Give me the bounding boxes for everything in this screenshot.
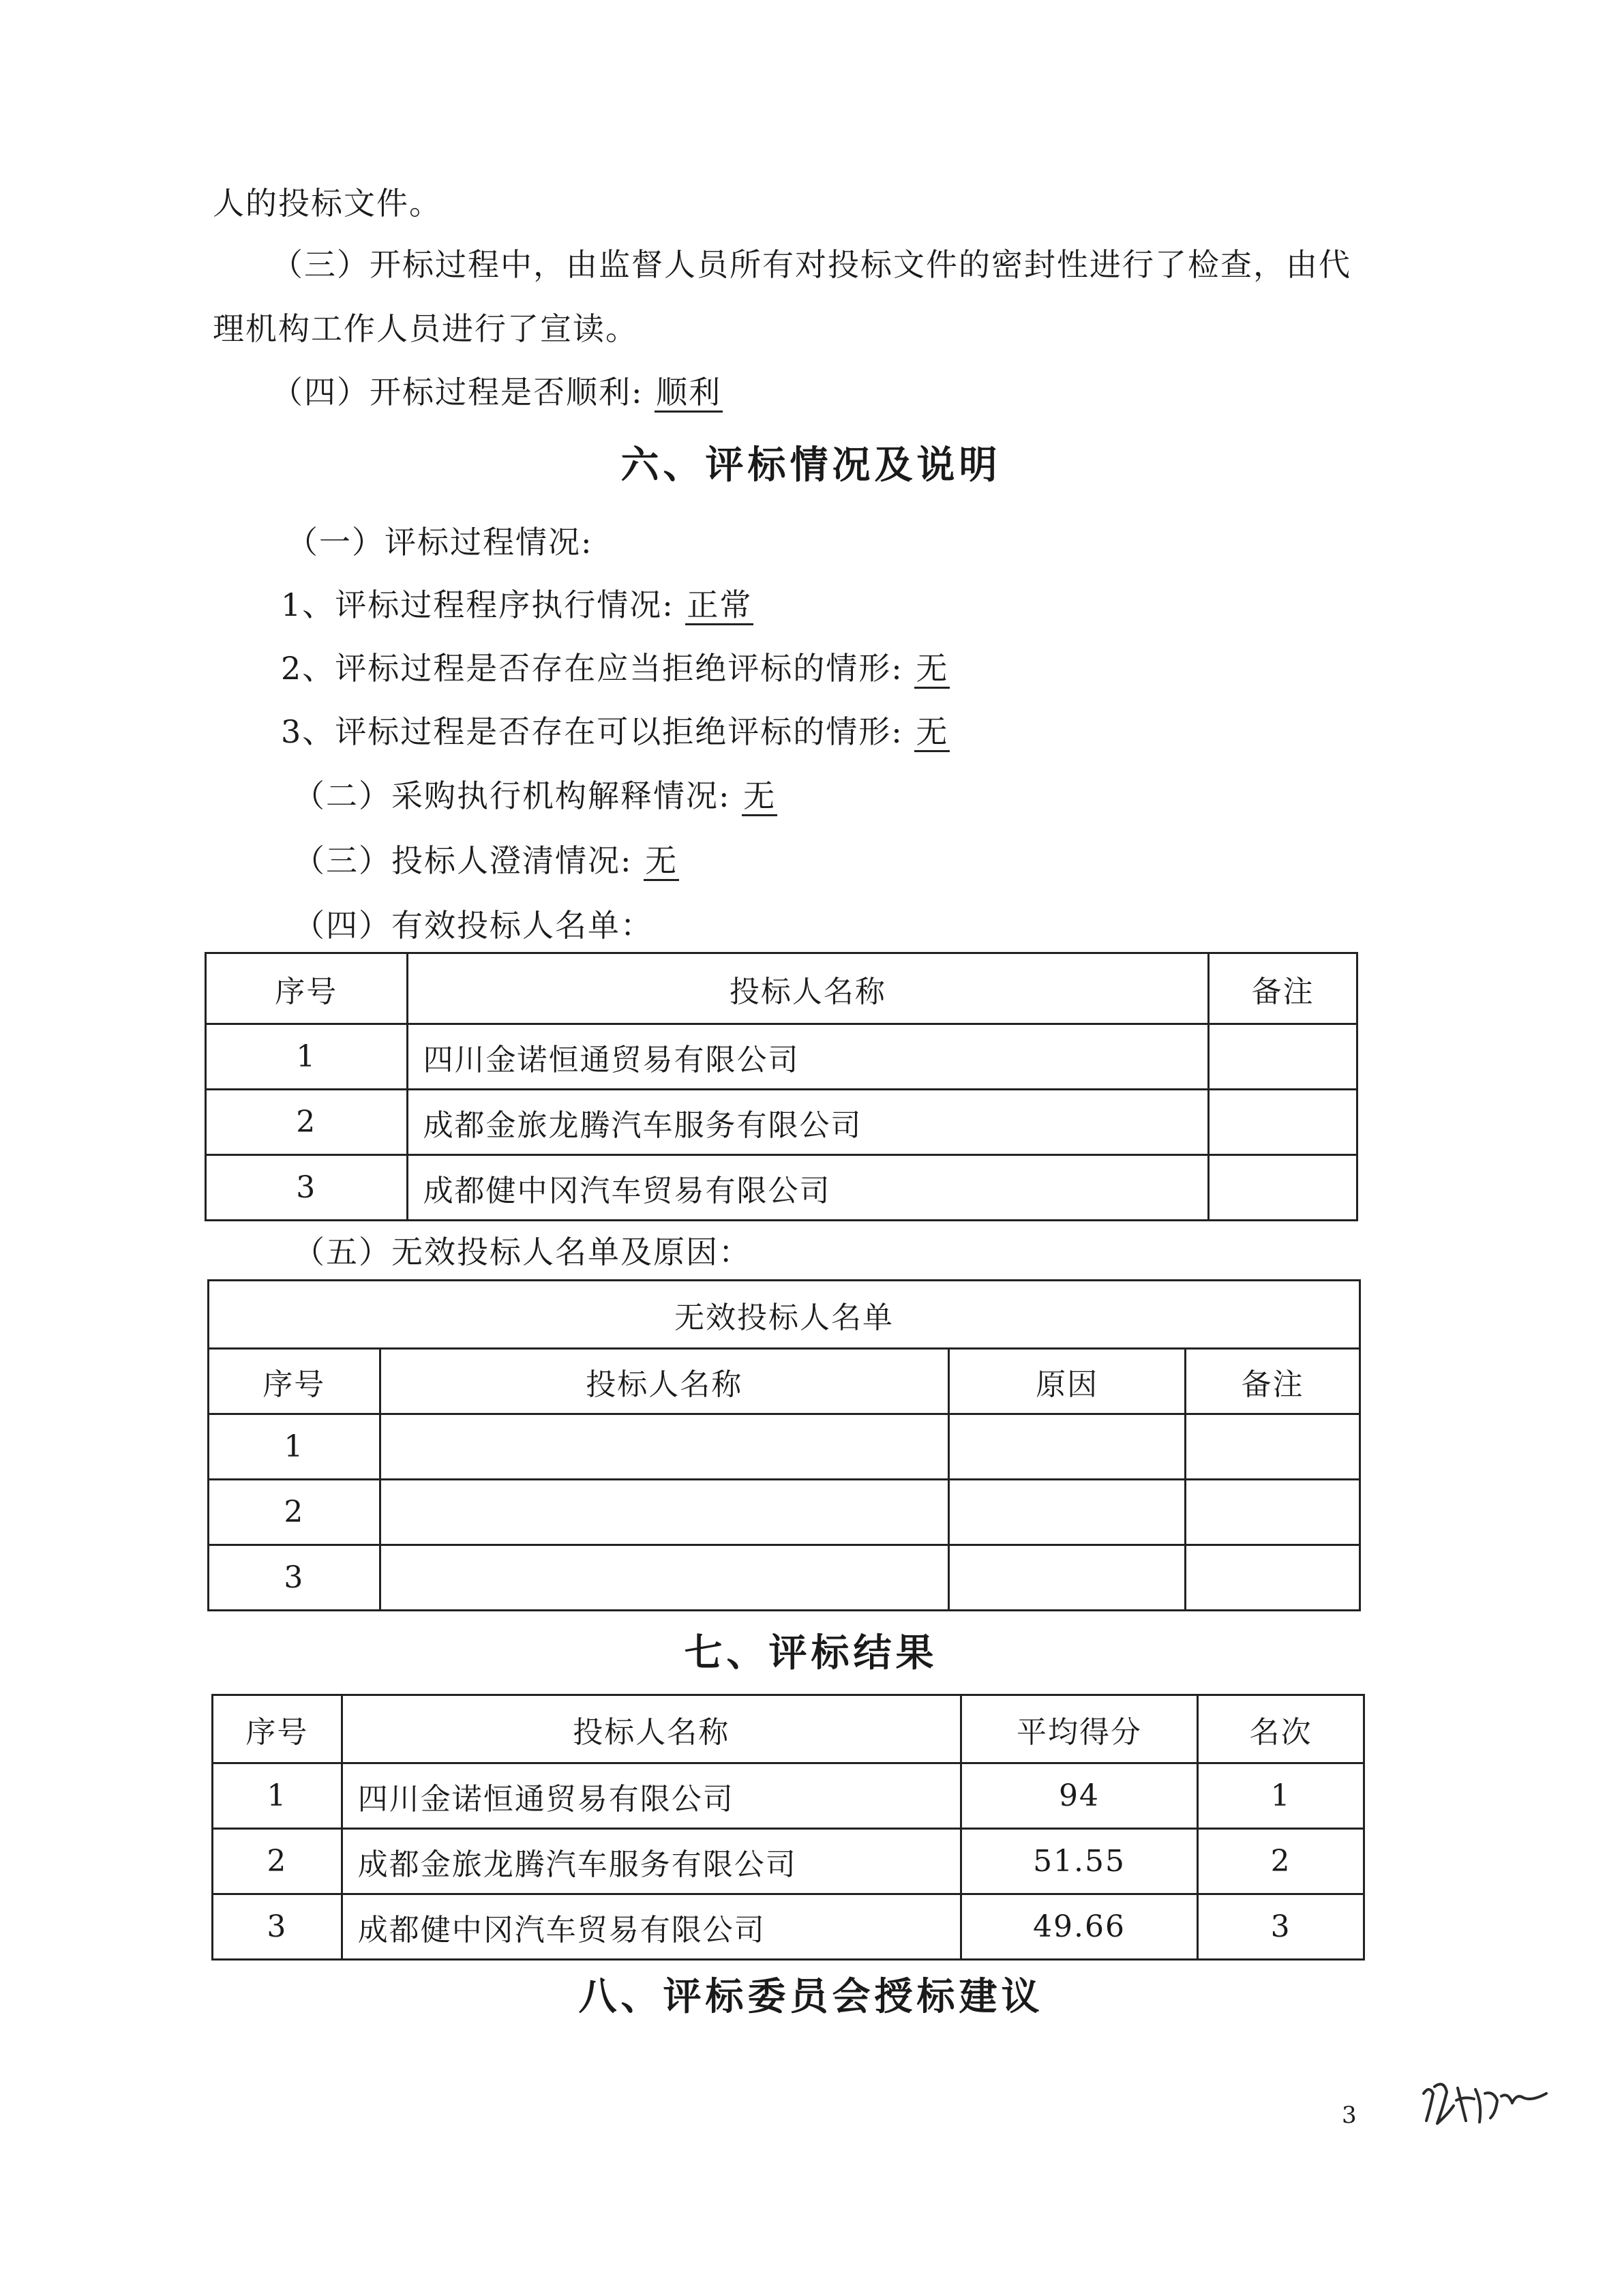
text-line: （五）无效投标人名单及原因： bbox=[293, 1234, 751, 1270]
cell-reason bbox=[948, 1414, 1185, 1480]
column-header: 投标人名称 bbox=[342, 1695, 961, 1763]
cell-rank: 2 bbox=[1198, 1829, 1364, 1894]
column-header: 序号 bbox=[213, 1695, 342, 1763]
table-caption-row bbox=[209, 1281, 1360, 1349]
column-header: 平均得分 bbox=[961, 1695, 1198, 1763]
label: （二）采购执行机构解释情况: bbox=[293, 777, 731, 814]
cell-no: 1 bbox=[213, 1763, 342, 1829]
table-row bbox=[213, 1894, 1364, 1960]
table-row bbox=[209, 1414, 1360, 1480]
column-header: 序号 bbox=[206, 953, 408, 1024]
table-row bbox=[209, 1545, 1360, 1611]
cell-name bbox=[380, 1414, 948, 1480]
underlined-value: 顺利 bbox=[655, 374, 723, 413]
label: （三）投标人澄清情况: bbox=[293, 842, 633, 879]
table-row bbox=[209, 1480, 1360, 1545]
cell-name: 四川金诺恒通贸易有限公司 bbox=[407, 1024, 1209, 1090]
cell-reason bbox=[948, 1545, 1185, 1611]
cell-name: 成都金旅龙腾汽车服务有限公司 bbox=[342, 1829, 961, 1894]
cell-note bbox=[1209, 1155, 1357, 1221]
label: （四）开标过程是否顺利: bbox=[271, 374, 644, 411]
cell-rank: 1 bbox=[1198, 1763, 1364, 1829]
text-line bbox=[293, 840, 679, 881]
label: 2、评标过程是否存在应当拒绝评标的情形: bbox=[281, 650, 903, 687]
cell-note bbox=[1186, 1545, 1360, 1611]
cell-score: 94 bbox=[961, 1763, 1198, 1829]
column-header: 序号 bbox=[209, 1349, 380, 1414]
column-header: 名次 bbox=[1198, 1695, 1364, 1763]
cell-no: 1 bbox=[209, 1414, 380, 1480]
section-heading: 六、评标情况及说明 bbox=[620, 443, 1002, 488]
text-line bbox=[293, 775, 777, 816]
results-table bbox=[211, 1694, 1365, 1960]
text-line: 理机构工作人员进行了宣读。 bbox=[213, 310, 638, 347]
cell-name: 成都健中冈汽车贸易有限公司 bbox=[342, 1894, 961, 1960]
table-caption: 无效投标人名单 bbox=[209, 1281, 1360, 1349]
invalid-bidders-table bbox=[207, 1279, 1361, 1611]
page-number: 3 bbox=[1342, 2102, 1357, 2129]
cell-name: 四川金诺恒通贸易有限公司 bbox=[342, 1763, 961, 1829]
text-line bbox=[271, 372, 723, 413]
text-line: （四）有效投标人名单： bbox=[293, 907, 653, 944]
cell-no: 2 bbox=[213, 1829, 342, 1894]
text-line bbox=[281, 711, 950, 752]
cell-rank: 3 bbox=[1198, 1894, 1364, 1960]
column-header: 投标人名称 bbox=[380, 1349, 948, 1414]
text-line: 人的投标文件。 bbox=[213, 185, 442, 222]
table-header-row bbox=[209, 1349, 1360, 1414]
table-row bbox=[213, 1829, 1364, 1894]
cell-no: 3 bbox=[206, 1155, 408, 1221]
underlined-value: 无 bbox=[914, 713, 950, 752]
cell-name bbox=[380, 1480, 948, 1545]
cell-name: 成都金旅龙腾汽车服务有限公司 bbox=[407, 1090, 1209, 1155]
table-row bbox=[206, 1090, 1357, 1155]
cell-no: 2 bbox=[209, 1480, 380, 1545]
cell-note bbox=[1209, 1024, 1357, 1090]
column-header: 原因 bbox=[948, 1349, 1185, 1414]
text-line: （一）评标过程情况: bbox=[286, 524, 593, 561]
cell-score: 49.66 bbox=[961, 1894, 1198, 1960]
cell-note bbox=[1209, 1090, 1357, 1155]
underlined-value: 无 bbox=[644, 842, 679, 881]
column-header: 投标人名称 bbox=[407, 953, 1209, 1024]
label: 1、评标过程程序执行情况: bbox=[281, 586, 674, 623]
section-heading: 八、评标委员会授标建议 bbox=[578, 1975, 1044, 2019]
cell-name bbox=[380, 1545, 948, 1611]
cell-note bbox=[1186, 1414, 1360, 1480]
text-line bbox=[281, 584, 753, 625]
section-heading: 七、评标结果 bbox=[684, 1631, 938, 1675]
cell-score: 51.55 bbox=[961, 1829, 1198, 1894]
cell-no: 1 bbox=[206, 1024, 408, 1090]
cell-note bbox=[1186, 1480, 1360, 1545]
cell-name: 成都健中冈汽车贸易有限公司 bbox=[407, 1155, 1209, 1221]
table-header-row bbox=[206, 953, 1357, 1024]
column-header: 备注 bbox=[1209, 953, 1357, 1024]
text-line: （三）开标过程中，由监督人员所有对投标文件的密封性进行了检查，由代 bbox=[271, 246, 1351, 283]
table-header-row bbox=[213, 1695, 1364, 1763]
cell-no: 3 bbox=[213, 1894, 342, 1960]
table-row bbox=[213, 1763, 1364, 1829]
table-row bbox=[206, 1155, 1357, 1221]
cell-reason bbox=[948, 1480, 1185, 1545]
column-header: 备注 bbox=[1186, 1349, 1360, 1414]
underlined-value: 无 bbox=[742, 777, 777, 816]
table-row bbox=[206, 1024, 1357, 1090]
underlined-value: 正常 bbox=[685, 586, 753, 625]
cell-no: 3 bbox=[209, 1545, 380, 1611]
text-line bbox=[281, 648, 950, 689]
cell-no: 2 bbox=[206, 1090, 408, 1155]
valid-bidders-table bbox=[205, 952, 1358, 1221]
label: 3、评标过程是否存在可以拒绝评标的情形: bbox=[281, 713, 903, 750]
underlined-value: 无 bbox=[914, 650, 950, 689]
handwritten-signature bbox=[1417, 2073, 1553, 2134]
